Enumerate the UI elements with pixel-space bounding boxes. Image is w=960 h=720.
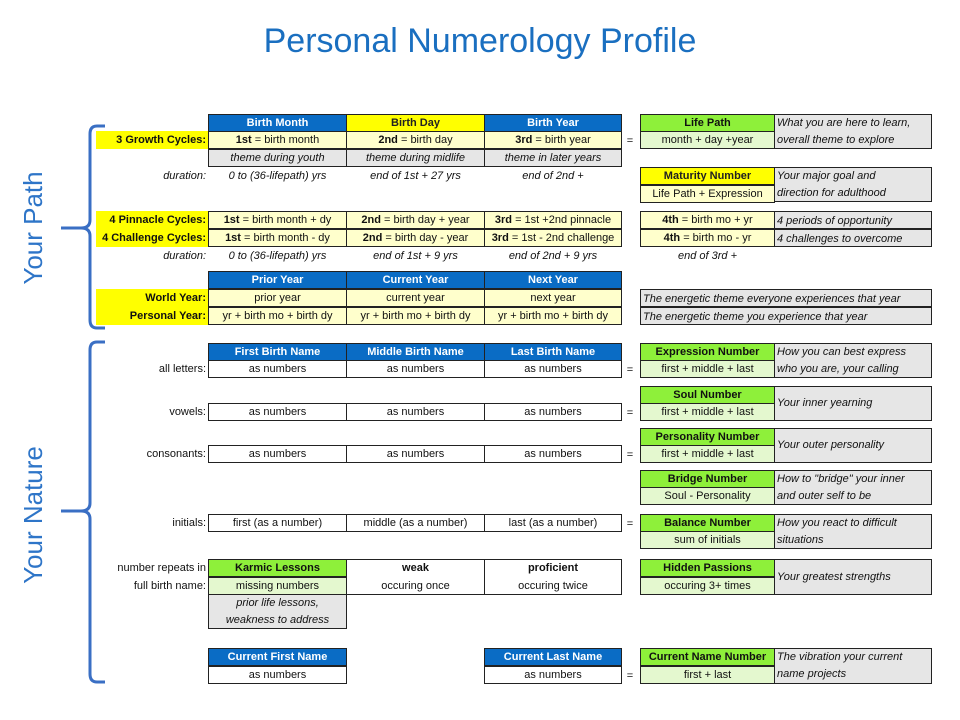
consonants-label: consonants:: [146, 448, 206, 460]
header-next-year: Next Year: [484, 271, 622, 289]
ordinal: 4th: [663, 232, 681, 244]
cycle-duration-1: 0 to (36-lifepath) yrs: [228, 250, 327, 262]
soul-desc: Your inner yearning: [774, 386, 932, 421]
ordinal: 1st: [235, 134, 252, 146]
proficient-formula: occuring twice: [518, 580, 588, 592]
world-prior: prior year: [208, 289, 347, 307]
ordinal: 2nd: [378, 134, 398, 146]
bridge-title: Bridge Number: [640, 470, 775, 488]
current-name-title: Current Name Number: [640, 648, 775, 666]
vowels-middle: as numbers: [346, 403, 485, 421]
balance-title: Balance Number: [640, 514, 775, 532]
header-last-birth-name: Last Birth Name: [484, 343, 622, 361]
formula: = birth mo - yr: [680, 232, 752, 244]
challenge-2: [346, 229, 485, 247]
desc-line: situations: [777, 534, 824, 546]
header-birth-month: Birth Month: [208, 114, 347, 132]
consonants-middle: as numbers: [346, 445, 485, 463]
formula: = birth month - dy: [240, 232, 330, 244]
initial-last: last (as a number): [484, 514, 622, 532]
vowels-last: as numbers: [484, 403, 622, 421]
initial-first: first (as a number): [208, 514, 347, 532]
desc-line: prior life lessons,: [236, 597, 319, 609]
soul-title: Soul Number: [640, 386, 775, 404]
equals-sign: =: [626, 518, 634, 530]
vowels-first: as numbers: [208, 403, 347, 421]
page-title: Personal Numerology Profile: [263, 22, 697, 60]
desc-line: name projects: [777, 668, 847, 680]
current-name-desc: [774, 648, 932, 684]
world-next: next year: [484, 289, 622, 307]
karmic-formula: missing numbers: [208, 577, 347, 595]
header-birth-day: Birth Day: [346, 114, 485, 132]
pinnacle-3: [484, 211, 622, 229]
equals-sign: =: [626, 364, 634, 376]
equals-sign: =: [626, 670, 634, 682]
hidden-desc: Your greatest strengths: [774, 559, 932, 595]
personal-next: yr + birth mo + birth dy: [484, 307, 622, 325]
consonants-last: as numbers: [484, 445, 622, 463]
bridge-formula: Soul - Personality: [640, 487, 775, 505]
pinnacle-label: 4 Pinnacle Cycles:: [96, 211, 208, 229]
theme-later: theme in later years: [484, 149, 622, 167]
header-current-first-name: Current First Name: [208, 648, 347, 666]
duration-label: duration:: [163, 250, 206, 262]
equals-sign: =: [626, 135, 634, 147]
formula: = birth mo + yr: [678, 214, 753, 226]
maturity-title: Maturity Number: [640, 167, 775, 185]
current-name-formula: first + last: [640, 666, 775, 684]
formula: = birth day + year: [380, 214, 470, 226]
desc-line: How you react to difficult: [777, 517, 897, 529]
formula: = 1st +2nd pinnacle: [512, 214, 612, 226]
header-birth-year: Birth Year: [484, 114, 622, 132]
formula: = birth day: [397, 134, 453, 146]
balance-formula: sum of initials: [640, 531, 775, 549]
vowels-label: vowels:: [169, 406, 206, 418]
hidden-formula: occuring 3+ times: [640, 577, 775, 595]
pinnacle-desc: 4 periods of opportunity: [774, 211, 932, 229]
personal-current: yr + birth mo + birth dy: [346, 307, 485, 325]
equals-sign: =: [626, 407, 634, 419]
desc-line: weakness to address: [225, 614, 330, 626]
desc-line: who you are, your calling: [777, 363, 899, 375]
personal-year-label: Personal Year:: [96, 307, 208, 325]
expression-desc: [774, 343, 932, 378]
formula: = 1st - 2nd challenge: [508, 232, 615, 244]
personality-title: Personality Number: [640, 428, 775, 446]
header-middle-birth-name: Middle Birth Name: [346, 343, 485, 361]
nature-bracket-icon: [61, 342, 105, 682]
world-year-label: World Year:: [96, 289, 208, 307]
challenge-3: [484, 229, 622, 247]
formula: = birth year: [532, 134, 591, 146]
consonants-first: as numbers: [208, 445, 347, 463]
karmic-title: Karmic Lessons: [208, 559, 347, 577]
equals-sign: =: [626, 449, 634, 461]
ordinal: 3rd: [494, 214, 513, 226]
expression-formula: first + middle + last: [640, 360, 775, 378]
header-current-last-name: Current Last Name: [484, 648, 622, 666]
maturity-formula: Life Path + Expression: [640, 185, 775, 203]
ordinal: 2nd: [361, 214, 381, 226]
desc-line: Your major goal and: [777, 170, 876, 182]
world-current: current year: [346, 289, 485, 307]
current-first-value: as numbers: [208, 666, 347, 684]
personality-desc: Your outer personality: [774, 428, 932, 463]
repeats-label-1: number repeats in: [117, 562, 206, 574]
theme-midlife: theme during midlife: [346, 149, 485, 167]
growth-cycle-2: [346, 131, 485, 149]
expression-title: Expression Number: [640, 343, 775, 361]
cycle-duration-2: end of 1st + 9 yrs: [373, 250, 458, 262]
personal-prior: yr + birth mo + birth dy: [208, 307, 347, 325]
formula: = birth month: [251, 134, 320, 146]
all-letters-middle: as numbers: [346, 360, 485, 378]
pinnacle-2: [346, 211, 485, 229]
growth-cycle-3: [484, 131, 622, 149]
desc-line: What you are here to learn,: [777, 117, 911, 129]
desc-line: overall theme to explore: [777, 134, 895, 146]
header-current-year: Current Year: [346, 271, 485, 289]
ordinal: 3rd: [491, 232, 509, 244]
all-letters-first: as numbers: [208, 360, 347, 378]
life-path-desc: [774, 114, 932, 149]
header-prior-year: Prior Year: [208, 271, 347, 289]
desc-line: How you can best express: [777, 346, 907, 358]
initial-middle: middle (as a number): [346, 514, 485, 532]
header-first-birth-name: First Birth Name: [208, 343, 347, 361]
cycle-duration-3: end of 2nd + 9 yrs: [508, 250, 598, 262]
life-path-formula: month + day +year: [640, 131, 775, 149]
challenge-4: [640, 229, 775, 247]
maturity-desc: [774, 167, 932, 202]
current-last-value: as numbers: [484, 666, 622, 684]
desc-line: and outer self to be: [777, 490, 872, 502]
your-path-label: Your Path: [18, 171, 48, 285]
duration-3: end of 2nd +: [522, 170, 584, 182]
pinnacle-4: [640, 211, 775, 229]
challenge-1: [208, 229, 347, 247]
all-letters-label: all letters:: [158, 363, 206, 375]
initials-label: initials:: [172, 517, 206, 529]
ordinal: 2nd: [362, 232, 383, 244]
balance-desc: [774, 514, 932, 549]
cycle-duration-4: end of 3rd +: [677, 250, 738, 262]
duration-1: 0 to (36-lifepath) yrs: [228, 170, 327, 182]
formula: = birth month + dy: [239, 214, 332, 226]
desc-line: direction for adulthood: [777, 187, 886, 199]
ordinal: 1st: [223, 214, 240, 226]
challenge-label: 4 Challenge Cycles:: [96, 229, 208, 247]
ordinal: 4th: [662, 214, 679, 226]
ordinal: 3rd: [515, 134, 533, 146]
weak-title: weak: [402, 562, 429, 574]
all-letters-last: as numbers: [484, 360, 622, 378]
your-nature-label: Your Nature: [18, 446, 48, 584]
ordinal: 1st: [225, 232, 241, 244]
growth-cycle-1: [208, 131, 347, 149]
duration-label: duration:: [163, 170, 206, 182]
formula: = birth day - year: [382, 232, 469, 244]
world-year-desc: The energetic theme everyone experiences that year: [640, 289, 932, 307]
life-path-title: Life Path: [640, 114, 775, 132]
growth-cycles-label: 3 Growth Cycles:: [96, 131, 208, 149]
weak-formula: occuring once: [381, 580, 450, 592]
hidden-title: Hidden Passions: [640, 559, 775, 577]
duration-2: end of 1st + 27 yrs: [370, 170, 461, 182]
challenge-desc: 4 challenges to overcome: [774, 229, 932, 247]
karmic-desc: [208, 594, 347, 629]
repeats-label-2: full birth name:: [133, 580, 206, 592]
personal-year-desc: The energetic theme you experience that year: [640, 307, 932, 325]
soul-formula: first + middle + last: [640, 403, 775, 421]
proficient-title: proficient: [527, 562, 579, 574]
bridge-desc: [774, 470, 932, 505]
theme-youth: theme during youth: [208, 149, 347, 167]
pinnacle-1: [208, 211, 347, 229]
desc-line: How to "bridge" your inner: [777, 473, 905, 485]
desc-line: The vibration your current: [777, 651, 903, 663]
personality-formula: first + middle + last: [640, 445, 775, 463]
